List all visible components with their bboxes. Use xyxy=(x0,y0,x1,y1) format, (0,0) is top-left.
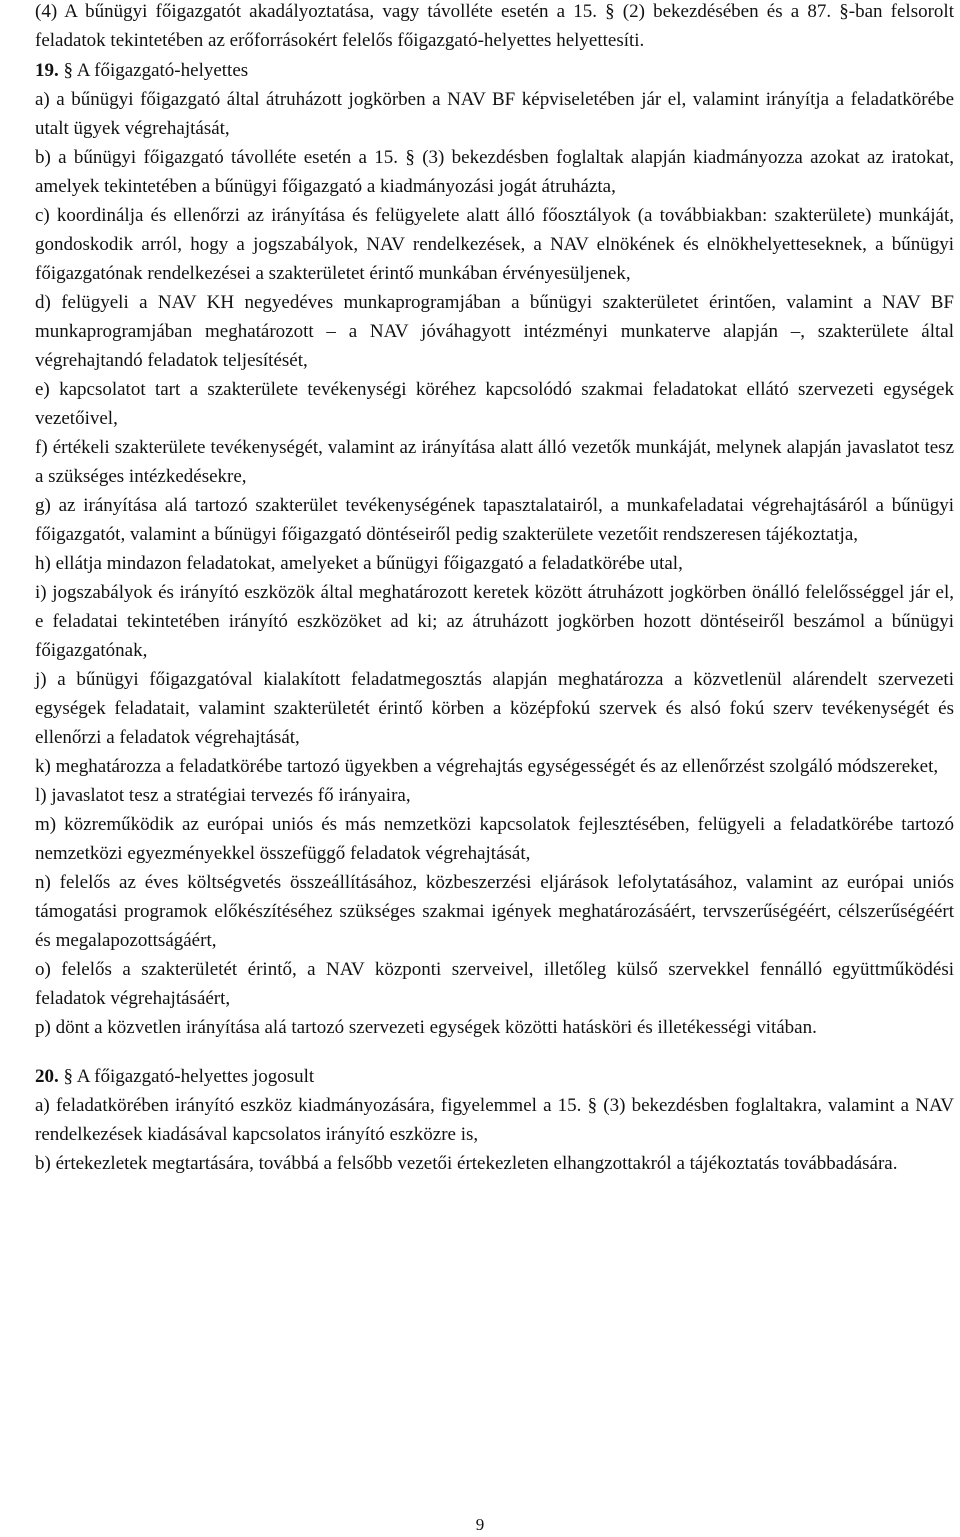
section-19-item-f: f) értékeli szakterülete tevékenységét, valamint az irányítása alatt álló vezetők munkáját, melynek alapján javaslatot tesz a szükséges intézkedésekre, xyxy=(35,437,954,487)
section-19-item-n: n) felelős az éves költségvetés összeállításához, közbeszerzési eljárások lefolytatásához, valamint az európai uniós támogatási programok előkészítéséhez szükséges szakmai igények meghatározásáért, tervszerűségéért, célszerűségéért és megalapozottságáért, xyxy=(35,872,954,951)
intro-paragraph: (4) A bűnügyi főigazgatót akadályoztatása, vagy távolléte esetén a 15. § (2) bekezdésében és a 87. §-ban felsorolt feladatok tekintetében az erőforrásokért felelős főigazgató-helyettes helyettesíti. xyxy=(35,1,954,51)
section-19-item-i: i) jogszabályok és irányító eszközök által meghatározott keretek között átruházott jogkörben önálló felelősséggel jár el, e feladatai tekintetében irányító eszközöket ad ki; az átruházott jogkörben hozott döntéseiről beszámol a bűnügyi főigazgatónak, xyxy=(35,582,954,661)
section-19-title: § A főigazgató-helyettes xyxy=(63,60,249,81)
section-20-number: 20. xyxy=(35,1066,59,1087)
section-19-item-o: o) felelős a szakterületét érintő, a NAV központi szerveivel, illetőleg külső szervekkel fennálló együttműködési feladatok végrehajtásáért, xyxy=(35,959,954,1009)
section-19-item-k: k) meghatározza a feladatkörébe tartozó ügyekben a végrehajtás egységességét és az ellenőrzést szolgáló módszereket, xyxy=(35,756,939,777)
section-19-item-l: l) javaslatot tesz a stratégiai tervezés fő irányaira, xyxy=(35,785,411,806)
section-19-item-p: p) dönt a közvetlen irányítása alá tartozó szervezeti egységek közötti hatásköri és illetékességi vitában. xyxy=(35,1017,817,1038)
section-19-item-h: h) ellátja mindazon feladatokat, amelyeket a bűnügyi főigazgató a feladatkörébe utal, xyxy=(35,553,683,574)
section-19-item-b: b) a bűnügyi főigazgató távolléte esetén a 15. § (3) bekezdésben foglaltak alapján kiadmányozza azokat az iratokat, amelyek tekintetében a bűnügyi főigazgató a kiadmányozási jogát átruházta, xyxy=(35,147,954,197)
section-20-item-b: b) értekezletek megtartására, továbbá a felsőbb vezetői értekezleten elhangzottakról a tájékoztatás továbbadására. xyxy=(35,1153,898,1174)
section-19-number: 19. xyxy=(35,60,59,81)
page-number: 9 xyxy=(475,1515,485,1534)
section-19-item-d: d) felügyeli a NAV KH negyedéves munkaprogramjában a bűnügyi szakterületet érintően, valamint a NAV BF munkaprogramjában meghatározott – a NAV jóváhagyott intézményi munkaterve alapján –, szakterülete által végrehajtandó feladatok teljesítését, xyxy=(35,292,954,371)
section-19-item-g: g) az irányítása alá tartozó szakterület tevékenységének tapasztalatairól, a munkafeladatai végrehajtásáról a bűnügyi főigazgatót, valamint a bűnügyi főigazgató döntéseiről pedig szakterülete vezetőit rendszeresen tájékoztatja, xyxy=(35,495,954,545)
section-19-item-j: j) a bűnügyi főigazgatóval kialakított feladatmegosztás alapján meghatározza a közvetlenül alárendelt szervezeti egységek feladatait, valamint szakterületét érintő körben a középfokú szervek és alsó fokú szerv tevékenységét és ellenőrzi a feladatok végrehajtását, xyxy=(35,669,954,748)
section-19-item-e: e) kapcsolatot tart a szakterülete tevékenységi köréhez kapcsolódó szakmai feladatokat ellátó szervezeti egységek vezetőivel, xyxy=(35,379,954,429)
section-19-item-a: a) a bűnügyi főigazgató által átruházott jogkörben a NAV BF képviseletében jár el, valamint irányítja a feladatkörébe utalt ügyek végrehajtását, xyxy=(35,89,954,139)
section-19-item-m: m) közreműködik az európai uniós és más nemzetközi kapcsolatok fejlesztésében, felügyeli a feladatkörébe tartozó nemzetközi egyezményekkel összefüggő feladatok végrehajtását, xyxy=(35,814,954,864)
section-19-heading xyxy=(35,56,954,85)
section-20-heading xyxy=(35,1062,954,1091)
section-20-item-a: a) feladatkörében irányító eszköz kiadmányozására, figyelemmel a 15. § (3) bekezdésben foglaltakra, valamint a NAV rendelkezések kiadásával kapcsolatos irányító eszközre is, xyxy=(35,1095,954,1145)
section-19-item-c: c) koordinálja és ellenőrzi az irányítása és felügyelete alatt álló főosztályok (a továbbiakban: szakterülete) munkáját, gondoskodik arról, hogy a jogszabályok, NAV rendelkezések, a NAV elnökének és elnökhelyetteseknek, a bűnügyi főigazgatónak rendelkezései a szakterületet érintő munkában érvényesüljenek, xyxy=(35,205,954,284)
section-20-title: § A főigazgató-helyettes jogosult xyxy=(63,1066,315,1087)
